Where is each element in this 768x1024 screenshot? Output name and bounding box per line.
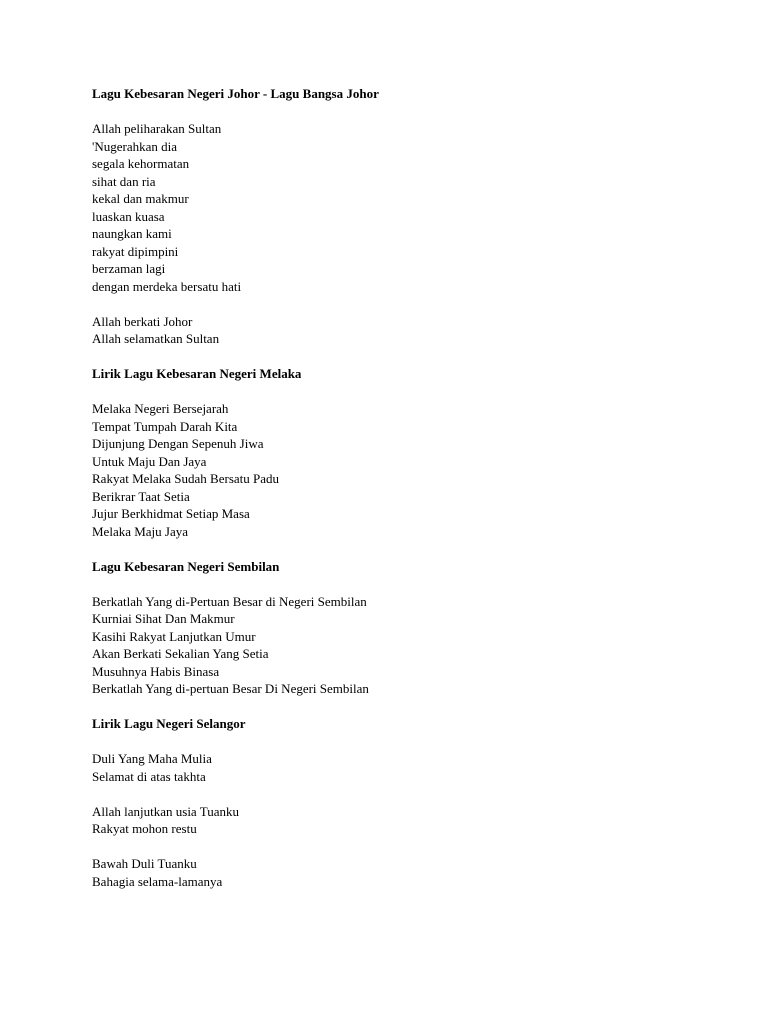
- section-title-johor: Lagu Kebesaran Negeri Johor - Lagu Bangsa Johor: [92, 86, 379, 101]
- spacer: [92, 103, 732, 121]
- lyric-line: Allah lanjutkan usia Tuanku: [92, 803, 239, 819]
- section-title-selangor: Lirik Lagu Negeri Selangor: [92, 716, 246, 731]
- lyric-line: Melaka Negeri Bersejarah: [92, 401, 229, 416]
- spacer: [92, 540, 732, 558]
- spacer: [92, 295, 732, 313]
- lyric-line: Allah peliharakan Sultan: [92, 121, 222, 136]
- lyric-line: segala kehormatan: [92, 156, 190, 171]
- lyric-line: naungkan kami: [92, 226, 172, 241]
- lyric-line: sihat dan ria: [92, 173, 156, 189]
- lyric-line: Allah selamatkan Sultan: [92, 331, 220, 346]
- lyric-line: 'Nugerahkan dia: [92, 138, 178, 154]
- lyric-line: Berkatlah Yang di-pertuan Besar Di Negeri Sembilan: [92, 681, 369, 696]
- lyric-line: rakyat dipimpini: [92, 243, 179, 259]
- lyric-line: Rakyat Melaka Sudah Bersatu Padu: [92, 471, 280, 486]
- lyric-line: Akan Berkati Sekalian Yang Setia: [92, 646, 269, 661]
- spacer: [92, 698, 732, 716]
- lyric-line: Selamat di atas takhta: [92, 768, 206, 784]
- lyric-line: Untuk Maju Dan Jaya: [92, 453, 207, 469]
- spacer: [92, 348, 732, 366]
- lyric-line: Kurniai Sihat Dan Makmur: [92, 611, 235, 626]
- lyric-line: Dijunjung Dengan Sepenuh Jiwa: [92, 436, 264, 451]
- spacer: [92, 838, 732, 856]
- section-title-negeri-sembilan: Lagu Kebesaran Negeri Sembilan: [92, 558, 280, 574]
- lyric-line: Bahagia selama-lamanya: [92, 873, 223, 889]
- spacer: [92, 785, 732, 803]
- section-title-melaka: Lirik Lagu Kebesaran Negeri Melaka: [92, 366, 302, 381]
- lyric-line: Tempat Tumpah Darah Kita: [92, 418, 238, 434]
- lyric-line: Berkatlah Yang di-Pertuan Besar di Negeri Sembilan: [92, 593, 367, 609]
- spacer: [92, 575, 732, 593]
- lyric-line: Rakyat mohon restu: [92, 821, 197, 836]
- lyric-line: Kasihi Rakyat Lanjutkan Umur: [92, 628, 256, 644]
- document-content: [92, 85, 732, 890]
- spacer: [92, 383, 732, 401]
- spacer: [92, 733, 732, 751]
- lyric-line: Jujur Berkhidmat Setiap Masa: [92, 506, 250, 521]
- lyric-line: berzaman lagi: [92, 261, 166, 276]
- lyric-line: Melaka Maju Jaya: [92, 523, 189, 539]
- lyric-line: Allah berkati Johor: [92, 313, 193, 329]
- lyric-line: Bawah Duli Tuanku: [92, 856, 197, 871]
- lyric-line: kekal dan makmur: [92, 191, 189, 206]
- lyric-line: dengan merdeka bersatu hati: [92, 278, 242, 294]
- lyric-line: Berikrar Taat Setia: [92, 488, 190, 504]
- lyric-line: Musuhnya Habis Binasa: [92, 663, 220, 679]
- lyric-line: Duli Yang Maha Mulia: [92, 751, 212, 766]
- lyric-line: luaskan kuasa: [92, 208, 165, 224]
